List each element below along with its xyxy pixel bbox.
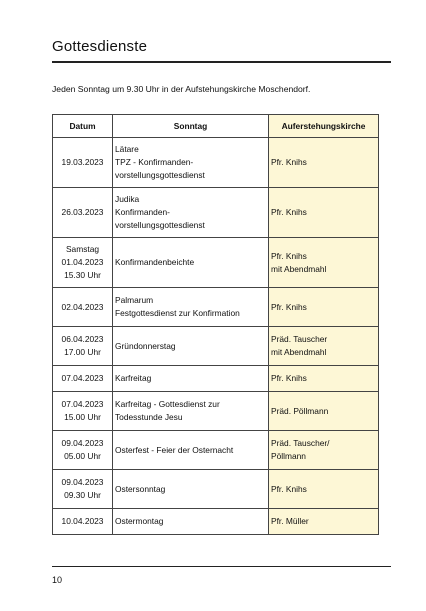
cell-line: Pfr. Knihs [271,301,307,312]
cell-line: Osterfest - Feier der Osternacht [115,444,234,455]
cell-line: Präd. Tauscher/ [271,438,330,448]
cell-line: Palmarum [115,295,154,305]
table-row [53,238,379,288]
cell-line: 17.00 Uhr [64,347,101,357]
cell-line: mit Abendmahl [271,347,327,357]
cell-line: 05.00 Uhr [64,451,101,461]
table-row [53,288,379,327]
cell-line: 15.30 Uhr [64,270,101,280]
cell-sonntag [113,288,269,327]
cell-line: 09.30 Uhr [64,490,101,500]
cell-line: 01.04.2023 [61,257,104,267]
cell-line: mit Abendmahl [271,263,327,274]
cell-kirche [269,509,379,535]
page-title: Gottesdienste [52,38,148,55]
cell-sonntag [113,431,269,470]
cell-datum [53,288,113,327]
cell-line: 02.04.2023 [61,301,104,312]
cell-line: Ostersonntag [115,483,166,494]
table-row [53,366,379,392]
cell-sonntag [113,138,269,188]
page-number: 10 [52,575,63,585]
cell-line: Präd. Pöllmann [271,405,329,416]
cell-line: Pöllmann [271,451,306,461]
cell-sonntag [113,188,269,238]
cell-line: 07.04.2023 [61,399,104,409]
cell-datum [53,138,113,188]
cell-line: Pfr. Knihs [271,250,307,261]
cell-line: Pfr. Knihs [271,483,307,494]
intro-text: Jeden Sonntag um 9.30 Uhr in der Aufstehungskirche Moschendorf. [52,84,311,94]
table-row [53,392,379,431]
services-table [52,114,379,535]
cell-datum [53,392,113,431]
table-header-row [53,115,379,138]
cell-line: Ostermontag [115,516,164,526]
cell-line: Pfr. Müller [271,516,309,526]
cell-line: Samstag [65,244,100,254]
cell-sonntag [113,238,269,288]
cell-line: vorstellungsgottesdienst [115,220,205,230]
cell-line: Gründonnerstag [115,340,176,351]
header-datum: Datum [53,115,113,138]
cell-line: 19.03.2023 [61,157,104,167]
cell-kirche [269,188,379,238]
cell-datum [53,238,113,288]
cell-line: Präd. Tauscher [271,334,328,344]
cell-line: Konfirmanden- [115,207,170,217]
cell-kirche [269,288,379,327]
cell-line: 06.04.2023 [61,334,104,344]
cell-line: 10.04.2023 [61,516,104,526]
cell-line: 07.04.2023 [61,373,104,383]
cell-kirche [269,327,379,366]
cell-sonntag [113,509,269,535]
cell-line: Konfirmandenbeichte [115,257,195,267]
cell-sonntag [113,392,269,431]
cell-kirche [269,366,379,392]
table-row [53,431,379,470]
table-row [53,470,379,509]
cell-datum [53,188,113,238]
cell-line: 15.00 Uhr [64,412,101,422]
cell-line: Lätare [115,144,139,154]
cell-line: TPZ - Konfirmanden- [115,157,194,167]
table-row [53,327,379,366]
cell-line: Festgottesdienst zur Konfirmation [115,308,240,318]
cell-kirche [269,238,379,288]
cell-datum [53,327,113,366]
cell-line: Karfreitag [115,373,152,383]
cell-line: 09.04.2023 [61,438,104,448]
cell-line: Judika [115,194,140,204]
footer-divider [52,566,391,567]
cell-sonntag [113,366,269,392]
header-sonntag: Sonntag [113,115,269,138]
cell-datum [53,366,113,392]
header-auferstehungskirche: Auferstehungskirche [269,115,379,138]
cell-line: 26.03.2023 [61,207,104,217]
cell-datum [53,431,113,470]
cell-kirche [269,431,379,470]
cell-sonntag [113,327,269,366]
cell-line: Pfr. Knihs [271,207,307,217]
title-divider [52,61,391,63]
table-row [53,138,379,188]
cell-line: Pfr. Knihs [271,373,307,383]
table-row [53,188,379,238]
cell-line: Pfr. Knihs [271,157,307,167]
cell-line: Karfreitag - Gottesdienst zur [115,399,220,409]
cell-datum [53,509,113,535]
cell-datum [53,470,113,509]
cell-kirche [269,138,379,188]
cell-sonntag [113,470,269,509]
table-row [53,509,379,535]
cell-kirche [269,470,379,509]
cell-line: Todesstunde Jesu [115,412,183,422]
cell-kirche [269,392,379,431]
cell-line: vorstellungsgottesdienst [115,170,205,180]
cell-line: 09.04.2023 [61,477,104,487]
